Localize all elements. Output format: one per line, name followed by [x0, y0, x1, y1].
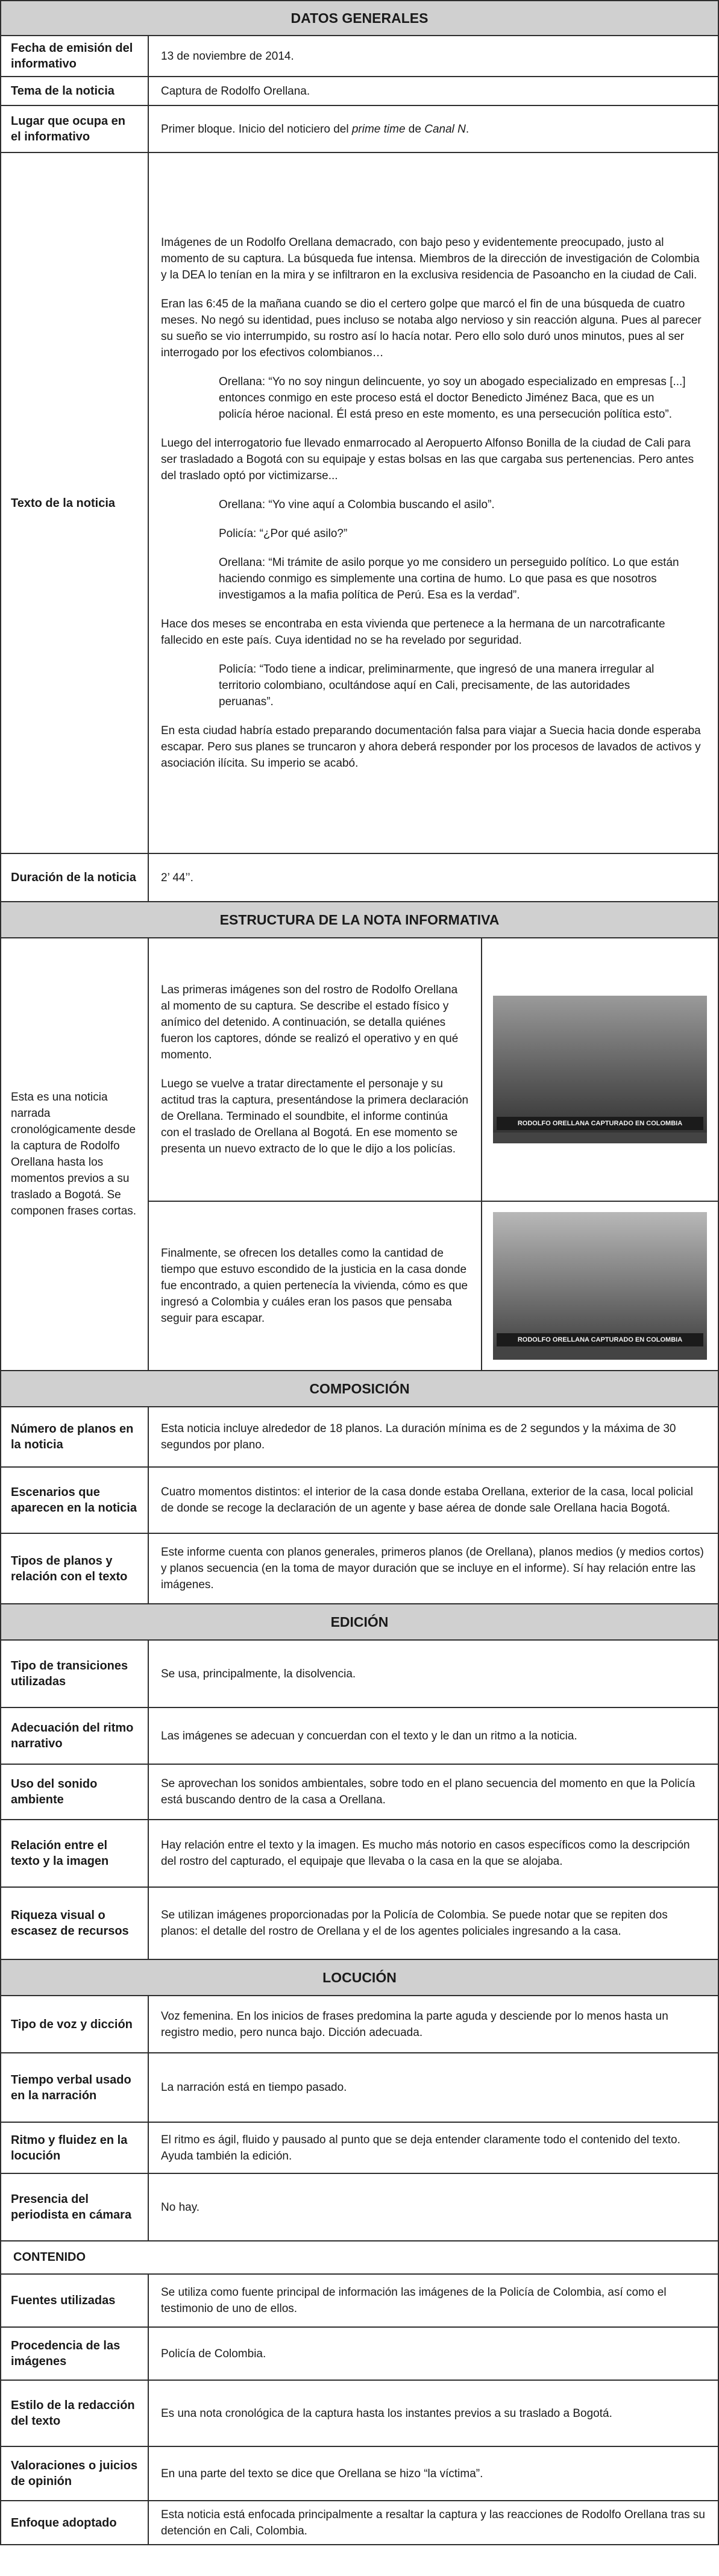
edicion-value: Se utilizan imágenes proporcionadas por la Policía de Colombia. Se puede notar que se repiten dos planos: el detalle del rostro de Orellana y el de los agentes policiales ingresando a la casa.: [148, 1887, 718, 1959]
contenido-value: Se utiliza como fuente principal de información las imágenes de la Policía de Colombia, así como el testimonio de uno de ellos.: [148, 2274, 718, 2327]
texto-quote: Orellana: “Yo vine aquí a Colombia buscando el asilo”.: [219, 498, 495, 511]
texto-paragraph: Hace dos meses se encontraba en esta vivienda que pertenece a la hermana de un narcotraficante fallecido en este país. Cuya identidad no se ha revelado por seguridad.: [161, 618, 665, 647]
texto-body: [148, 152, 718, 853]
texto-paragraph: Imágenes de un Rodolfo Orellana demacrado, con bajo peso y evidentemente preocupado, justo al momento de su captura. La búsqueda fue intensa. Miembros de la dirección de investigación de Colombia y la DEA lo tenían en la mira y se infiltraron en la exclusiva residencia de Pasoancho en la ciudad de Cali.: [161, 236, 700, 281]
composicion-value: Este informe cuenta con planos generales, primeros planos (de Orellana), planos medios (y medios cortos) y planos secuencia (en la toma de mayor duración que se incluye en el informe). Sí hay relación entre las imágenes.: [148, 1533, 718, 1604]
texto-quote: Orellana: “Yo no soy ningun delincuente, yo soy un abogado especializado en empresas [...] entonces conmigo en este proceso está el doctor Benedicto Jiménez Baca, que es un policía héroe nacional. Él está preso en este momento, es una persecución política esto”.: [219, 375, 686, 421]
tema-value: Captura de Rodolfo Orellana.: [148, 77, 718, 105]
edicion-value: Se aprovechan los sonidos ambientales, sobre todo en el plano secuencia del momento en que la Policía está buscando dentro de la casa a Orellana.: [148, 1764, 718, 1820]
tema-label: Tema de la noticia: [1, 77, 148, 105]
duracion-label: Duración de la noticia: [1, 853, 148, 902]
texto-quote: Policía: “¿Por qué asilo?”: [219, 527, 348, 540]
edicion-label: Relación entre el texto y la imagen: [1, 1820, 148, 1887]
texto-label: Texto de la noticia: [1, 152, 148, 853]
locucion-label: Presencia del periodista en cámara: [1, 2173, 148, 2241]
composicion-label: Tipos de planos y relación con el texto: [1, 1533, 148, 1604]
news-screenshot-ticker: [493, 1349, 707, 1360]
news-screenshot-ticker: [493, 1132, 707, 1143]
composicion-label: Escenarios que aparecen en la noticia: [1, 1467, 148, 1533]
fecha-value: 13 de noviembre de 2014.: [148, 36, 718, 77]
edicion-label: Riqueza visual o escasez de recursos: [1, 1887, 148, 1959]
lugar-value-text: de: [405, 122, 425, 136]
contenido-value: En una parte del texto se dice que Orellana se hizo “la víctima”.: [148, 2446, 718, 2501]
locucion-value: No hay.: [148, 2173, 718, 2241]
composicion-label: Número de planos en la noticia: [1, 1407, 148, 1467]
texto-quote: Policía: “Todo tiene a indicar, preliminarmente, que ingresó de una manera irregular al territorio colombiano, ocultándose aquí en Cali, precisamente, de las autoridades peruanas”.: [219, 663, 655, 708]
locucion-label: Tiempo verbal usado en la narración: [1, 2053, 148, 2122]
section-header-estructura: ESTRUCTURA DE LA NOTA INFORMATIVA: [1, 902, 718, 938]
news-screenshot-caption: RODOLFO ORELLANA CAPTURADO EN COLOMBIA: [497, 1333, 703, 1346]
edicion-label: Uso del sonido ambiente: [1, 1764, 148, 1820]
texto-quote: Orellana: “Mi trámite de asilo porque yo me considero un perseguido político. Lo que están haciendo conmigo es simplemente una cortina de humo. Lo que pasa es que nosotros investigamos a la mafia política de Perú. Esa es la verdad”.: [219, 556, 679, 602]
locucion-label: Ritmo y fluidez en la locución: [1, 2122, 148, 2173]
contenido-label: Fuentes utilizadas: [1, 2274, 148, 2327]
composicion-value: Esta noticia incluye alrededor de 18 planos. La duración mínima es de 2 segundos y la máxima de 30 segundos por plano.: [148, 1407, 718, 1467]
contenido-label: Valoraciones o juicios de opinión: [1, 2446, 148, 2501]
estructura-paragraph: Luego se vuelve a tratar directamente el personaje y su actitud tras la captura, presentándose la primera declaración de Orellana. Terminado el soundbite, el informe continúa con el traslado de Orellana al Bogotá. En ese momento se presenta un nuevo extracto de lo que le dijo a los policías.: [161, 1078, 469, 1155]
section-header-composicion: COMPOSICIÓN: [1, 1371, 718, 1407]
edicion-label: Tipo de transiciones utilizadas: [1, 1640, 148, 1707]
contenido-value: Esta noticia está enfocada principalmente a resaltar la captura y las reacciones de Rodolfo Orellana tras su detención en Cali, Colombia.: [148, 2501, 718, 2545]
estructura-paragraph: Las primeras imágenes son del rostro de Rodolfo Orellana al momento de su captura. Se describe el estado físico y anímico del detenido. A continuación, se detalla quiénes fueron los captores, dónde se realizó el operativo y en qué momento.: [161, 984, 459, 1061]
texto-paragraph: En esta ciudad habría estado preparando documentación falsa para viajar a Suecia hacia donde esperaba escapar. Pero sus planes se truncaron y ahora deberá responder por los procesos de lavados de activos y asociación ilícita. Su imperio se acabó.: [161, 724, 701, 770]
texto-paragraph: Eran las 6:45 de la mañana cuando se dio el certero golpe que marcó el fin de una búsqueda de cuatro meses. No negó su identidad, pues incluso se notaba algo nervioso y sin reacción alguna. Pues al parecer su sueño se vio interrumpido, su rostro así lo hacía notar. Pero ello solo duró unos minutos, pues al ser interrogado por los efectivos colombianos…: [161, 298, 702, 359]
section-header-edicion: EDICIÓN: [1, 1604, 718, 1640]
news-screenshot-2: [493, 1212, 707, 1360]
news-screenshot-caption: RODOLFO ORELLANA CAPTURADO EN COLOMBIA: [497, 1117, 703, 1130]
contenido-label: Procedencia de las imágenes: [1, 2327, 148, 2380]
lugar-value-text: .: [465, 122, 469, 136]
lugar-value-channel: Canal N: [424, 122, 466, 136]
section-header-datos-generales: DATOS GENERALES: [1, 1, 718, 36]
news-screenshot-1: [493, 996, 707, 1143]
contenido-label: Enfoque adoptado: [1, 2501, 148, 2545]
estructura-block-2: Finalmente, se ofrecen los detalles como la cantidad de tiempo que estuvo escondido de la justicia en la casa donde fue encontrado, a quien pertenecía la vivienda, cómo es que ingresó a Colombia y cuáles eran los pasos que pensaba seguir para escapar.: [148, 1201, 482, 1371]
composicion-value: Cuatro momentos distintos: el interior de la casa donde estaba Orellana, exterior de la casa, local policial de donde se recoge la declaración de un agente y base aérea de donde sale Orellana hacia Bogotá.: [148, 1467, 718, 1533]
edicion-value: Hay relación entre el texto y la imagen. Es mucho más notorio en casos específicos como la descripción del rostro del capturado, el equipaje que llevaba o la casa en la que se alojaba.: [148, 1820, 718, 1887]
lugar-value-text: Primer bloque. Inicio del noticiero del: [161, 122, 352, 136]
edicion-label: Adecuación del ritmo narrativo: [1, 1707, 148, 1764]
estructura-image-1-cell: [482, 938, 718, 1201]
contenido-value: Es una nota cronológica de la captura hasta los instantes previos a su traslado a Bogotá.: [148, 2380, 718, 2446]
estructura-block-1: [148, 938, 482, 1201]
locucion-value: La narración está en tiempo pasado.: [148, 2053, 718, 2122]
estructura-image-2-cell: [482, 1201, 718, 1371]
texto-paragraph: Luego del interrogatorio fue llevado enmarrocado al Aeropuerto Alfonso Bonilla de la ciudad de Cali para ser trasladado a Bogotá con su equipaje y estas bolsas en las que cargaba sus pertenencias. Pero antes del traslado optó por victimizarse...: [161, 437, 694, 482]
lugar-value: [148, 105, 718, 152]
duracion-value: 2’ 44’’.: [148, 853, 718, 902]
edicion-value: Las imágenes se adecuan y concuerdan con el texto y le dan un ritmo a la noticia.: [148, 1707, 718, 1764]
section-header-contenido: CONTENIDO: [1, 2241, 718, 2274]
edicion-value: Se usa, principalmente, la disolvencia.: [148, 1640, 718, 1707]
locucion-value: El ritmo es ágil, fluido y pausado al punto que se deja entender claramente todo el contenido del texto. Ayuda también la edición.: [148, 2122, 718, 2173]
contenido-label: Estilo de la redacción del texto: [1, 2380, 148, 2446]
lugar-label: Lugar que ocupa en el informativo: [1, 105, 148, 152]
estructura-summary: Esta es una noticia narrada cronológicamente desde la captura de Rodolfo Orellana hasta los momentos previos a su traslado a Bogotá. Se componen frases cortas.: [1, 938, 148, 1371]
contenido-value: Policía de Colombia.: [148, 2327, 718, 2380]
section-header-locucion: LOCUCIÓN: [1, 1959, 718, 1996]
locucion-value: Voz femenina. En los inicios de frases predomina la parte aguda y desciende por lo menos hasta un registro medio, pero nunca bajo. Dicción adecuada.: [148, 1996, 718, 2053]
lugar-value-prime-time: prime time: [351, 122, 406, 136]
fecha-label: Fecha de emisión del informativo: [1, 36, 148, 77]
locucion-label: Tipo de voz y dicción: [1, 1996, 148, 2053]
